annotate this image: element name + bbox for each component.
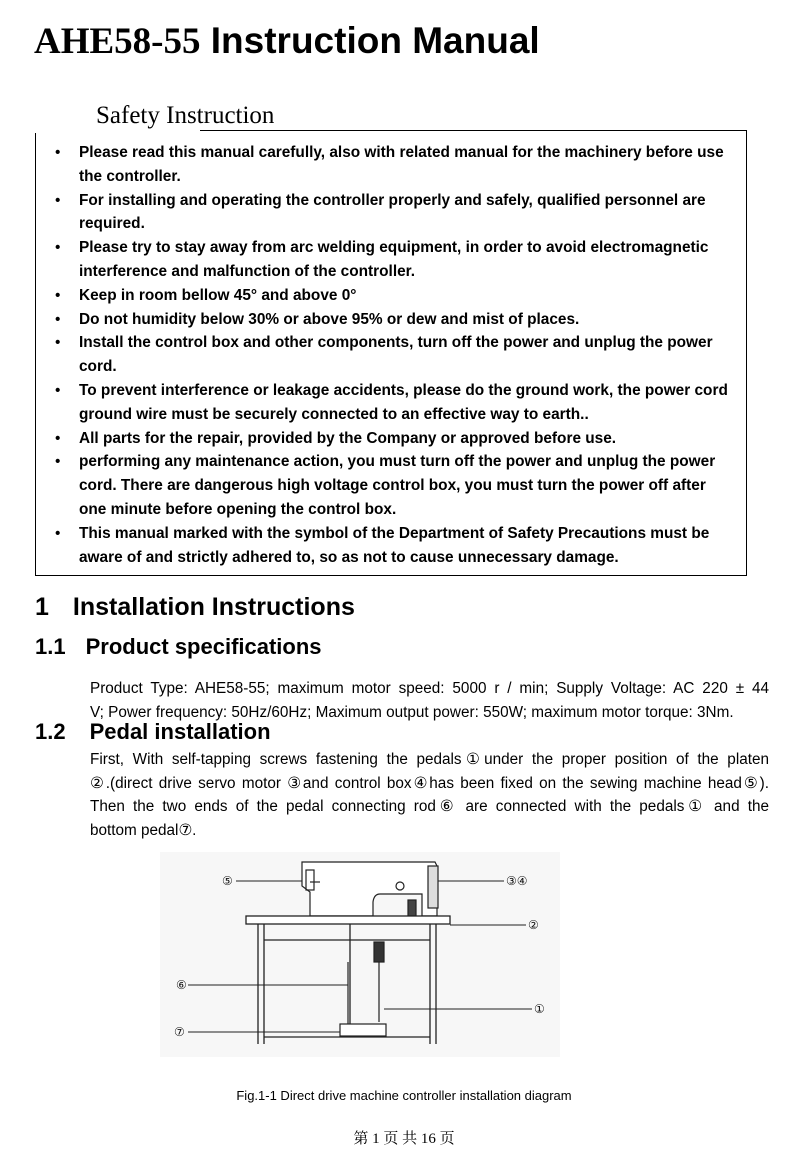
safety-item bbox=[36, 236, 746, 284]
safety-item bbox=[36, 379, 746, 427]
label-5: ⑤ bbox=[222, 874, 233, 888]
label-6: ⑥ bbox=[176, 978, 187, 992]
label-1: ① bbox=[534, 1002, 545, 1016]
section-1-1-heading bbox=[35, 634, 322, 660]
safety-item-text: All parts for the repair, provided by the Company or approved before use. bbox=[79, 429, 617, 447]
bullet-icon: • bbox=[55, 191, 61, 209]
title-model: AHE58-55 bbox=[34, 21, 201, 62]
safety-item-text: For installing and operating the controller properly and safely, qualified personnel are required. bbox=[79, 191, 706, 233]
figure-caption: Fig.1-1 Direct drive machine controller installation diagram bbox=[236, 1088, 572, 1103]
title-text: Instruction Manual bbox=[200, 20, 540, 61]
safety-item bbox=[36, 331, 746, 379]
bullet-icon: • bbox=[55, 310, 61, 328]
product-spec-paragraph bbox=[90, 677, 769, 724]
bullet-icon: • bbox=[55, 239, 61, 257]
bullet-icon: • bbox=[55, 334, 61, 352]
bullet-icon: • bbox=[55, 381, 61, 399]
safety-item bbox=[36, 450, 746, 521]
bullet-icon: • bbox=[55, 429, 61, 447]
page-footer: 第 1 页 共 16 页 bbox=[353, 1131, 455, 1147]
safety-item bbox=[36, 308, 746, 332]
paragraph-line: Then the two ends of the pedal connecting rod⑥ are connected with the pedals① and the bbox=[90, 798, 769, 815]
installation-diagram bbox=[160, 852, 560, 1057]
safety-list bbox=[36, 141, 746, 569]
safety-item-text: Install the control box and other components, turn off the power and unplug the power cord. bbox=[79, 334, 713, 376]
safety-item-text: This manual marked with the symbol of the Department of Safety Precautions must be aware of and strictly adhered to, so as not to cause unnecessary damage. bbox=[79, 524, 710, 566]
paragraph-line: First, With self-tapping screws fastening the pedals①under the proper position of the platen bbox=[90, 751, 769, 768]
safety-heading: Safety Instruction bbox=[96, 102, 275, 129]
bullet-icon: • bbox=[55, 453, 61, 471]
safety-item bbox=[36, 427, 746, 451]
section-title: Installation Instructions bbox=[72, 593, 355, 621]
pedal-installation-paragraph bbox=[90, 748, 769, 842]
label-3-4: ③④ bbox=[506, 874, 528, 888]
safety-item bbox=[36, 522, 746, 570]
paragraph-line: Product Type: AHE58-55; maximum motor speed: 5000 r / min; Supply Voltage: AC 220 ± 44 bbox=[90, 680, 769, 697]
label-2: ② bbox=[528, 918, 539, 932]
page-title bbox=[34, 20, 540, 63]
paragraph-line: bottom pedal⑦. bbox=[90, 821, 197, 839]
pedal bbox=[340, 1024, 386, 1036]
safety-item-text: Keep in room bellow 45° and above 0° bbox=[79, 286, 357, 304]
safety-item bbox=[36, 189, 746, 237]
bullet-icon: • bbox=[55, 524, 61, 542]
safety-item bbox=[36, 141, 746, 189]
safety-item-text: Please try to stay away from arc welding equipment, in order to avoid electromagnetic interference and malfunction of the controller. bbox=[79, 239, 709, 280]
paragraph-line: ②.(direct drive servo motor ③and control box④has been fixed on the sewing machine head⑤). bbox=[90, 774, 769, 792]
safety-box bbox=[35, 130, 747, 576]
bullet-icon: • bbox=[55, 286, 61, 304]
section-1-heading bbox=[35, 593, 355, 622]
section-1-2-heading bbox=[35, 719, 271, 745]
section-title: Product specifications bbox=[85, 634, 322, 659]
section-number: 1.2 bbox=[35, 719, 66, 744]
safety-item bbox=[36, 284, 746, 308]
safety-item-text: Do not humidity below 30% or above 95% or dew and mist of places. bbox=[79, 310, 580, 328]
section-title: Pedal installation bbox=[89, 719, 271, 744]
safety-item-text: To prevent interference or leakage accidents, please do the ground work, the power cord ground wire must be securely connected to an effective way to earth.. bbox=[79, 381, 728, 423]
bullet-icon: • bbox=[55, 144, 61, 161]
safety-item-text: Please read this manual carefully, also with related manual for the machinery before use the controller. bbox=[79, 144, 724, 185]
section-number: 1.1 bbox=[35, 634, 66, 659]
paragraph-line: V; Power frequency: 50Hz/60Hz; Maximum output power: 550W; maximum motor torque: 3Nm. bbox=[90, 703, 734, 721]
safety-item-text: performing any maintenance action, you must turn off the power and unplug the power cord. There are dangerous high voltage control box, you must turn the power off after one minute before opening the control box. bbox=[79, 453, 716, 518]
section-number: 1 bbox=[35, 593, 49, 621]
label-7: ⑦ bbox=[174, 1025, 185, 1039]
